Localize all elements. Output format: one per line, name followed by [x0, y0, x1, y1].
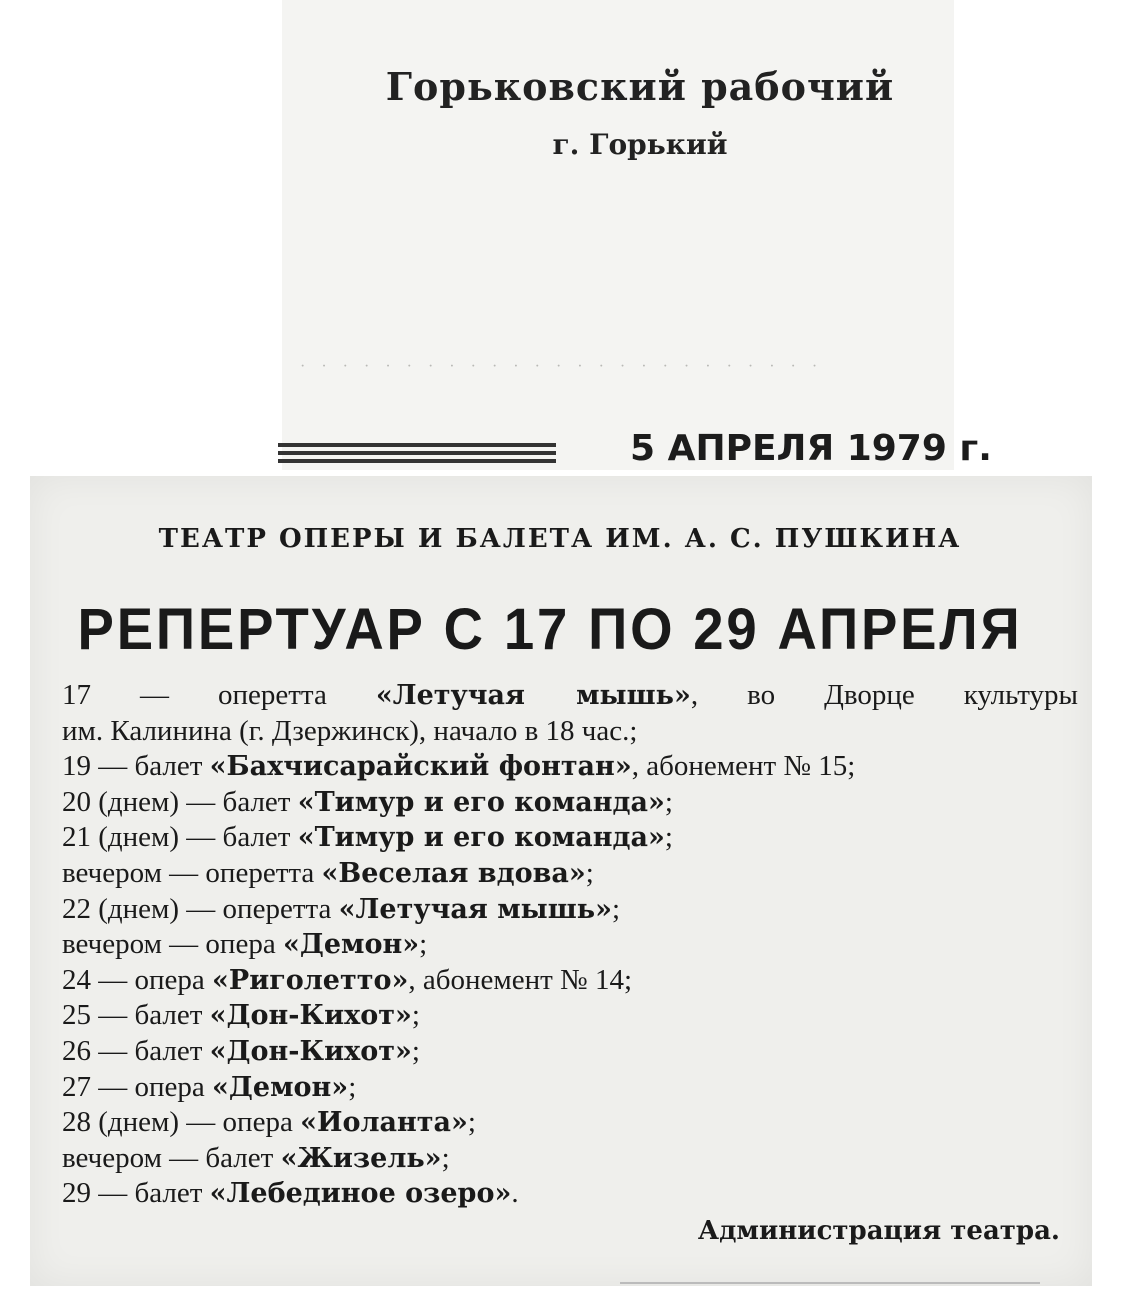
schedule-date-genre: 29 — балет: [62, 1177, 210, 1210]
schedule-line: [62, 1070, 1082, 1106]
schedule-date-genre: 22 (днем) — оперетта: [62, 892, 339, 925]
schedule-line: [62, 820, 1082, 856]
signature: Администрация театра.: [697, 1216, 1060, 1246]
performance-title: «Летучая мышь»: [375, 680, 691, 711]
bleed-through-texture: · · · · · · · · · · · · · · · · · · · · · · · · ·: [300, 358, 824, 375]
schedule-line: [62, 998, 1082, 1034]
newspaper-city: г. Горький: [552, 128, 728, 161]
schedule-line: [62, 1105, 1082, 1141]
performance-title: «Тимур и его команда»: [297, 822, 665, 854]
performance-title: «Иоланта»: [300, 1107, 468, 1139]
schedule-date-genre: 28 (днем) — опера: [62, 1106, 301, 1139]
performance-title: «Риголетто»: [212, 964, 409, 996]
repertoire-schedule: [62, 678, 1082, 1212]
clipping-edge: [620, 1282, 1040, 1284]
decorative-rule: [278, 443, 556, 469]
schedule-date-genre: 25 — балет: [62, 999, 210, 1032]
performance-title: «Лебединое озеро»: [209, 1178, 512, 1210]
schedule-note: ;: [411, 1034, 420, 1067]
performance-title: «Дон-Кихот»: [209, 1035, 412, 1067]
repertoire-headline: РЕПЕРТУАР С 17 ПО 29 АПРЕЛЯ: [77, 597, 1023, 662]
schedule-date-genre: 24 — опера: [62, 963, 213, 996]
schedule-note: ;: [411, 999, 420, 1032]
performance-title: «Бахчисарайский фонтан»: [209, 751, 632, 783]
schedule-line: [62, 785, 1082, 821]
schedule-date-genre: им. Калинина (г. Дзержинск), начало в 18 час.;: [62, 714, 638, 747]
schedule-note: ;: [611, 892, 621, 925]
schedule-note: ;: [348, 1070, 357, 1103]
schedule-note: ;: [419, 928, 428, 961]
schedule-line: [62, 714, 1082, 750]
schedule-note: , абонемент № 15;: [631, 750, 856, 783]
performance-title: «Демон»: [282, 929, 420, 961]
performance-title: «Веселая вдова»: [321, 857, 586, 889]
schedule-line: [62, 1141, 1082, 1177]
performance-title: «Летучая мышь»: [338, 893, 612, 925]
schedule-date-genre: 20 (днем) — балет: [62, 785, 298, 818]
schedule-date-genre: вечером — оперетта: [62, 856, 322, 889]
schedule-date-genre: 21 (днем) — балет: [62, 821, 298, 854]
schedule-note: ;: [441, 1141, 450, 1174]
schedule-note: ;: [664, 821, 673, 854]
schedule-line: [62, 856, 1082, 892]
theatre-name: ТЕАТР ОПЕРЫ И БАЛЕТА ИМ. А. С. ПУШКИНА: [158, 524, 962, 554]
performance-title: «Тимур и его команда»: [297, 786, 665, 818]
schedule-line: [62, 892, 1082, 928]
issue-date: 5 АПРЕЛЯ 1979 г.: [630, 428, 992, 469]
schedule-date-genre: вечером — опера: [62, 928, 283, 961]
schedule-line: [62, 963, 1082, 999]
performance-title: «Дон-Кихот»: [209, 1000, 412, 1032]
schedule-note: , во Дворце культуры: [690, 679, 1078, 711]
schedule-line: [62, 678, 1078, 714]
performance-title: «Жизель»: [280, 1142, 442, 1174]
schedule-line: [62, 749, 1082, 785]
schedule-note: ;: [467, 1106, 476, 1139]
schedule-line: [62, 1034, 1082, 1070]
performance-title: «Демон»: [212, 1071, 349, 1103]
schedule-line: [62, 1176, 1082, 1212]
schedule-date-genre: 26 — балет: [62, 1034, 210, 1067]
schedule-date-genre: вечером — балет: [62, 1141, 281, 1174]
newspaper-title: Горьковский рабочий: [385, 64, 895, 109]
schedule-date-genre: 19 — балет: [62, 750, 210, 783]
schedule-note: ;: [664, 785, 673, 818]
schedule-note: , абонемент № 14;: [408, 963, 633, 996]
schedule-date-genre: 17 — оперетта: [62, 679, 376, 711]
schedule-note: ;: [585, 856, 594, 889]
schedule-note: .: [511, 1177, 519, 1210]
schedule-line: [62, 927, 1082, 963]
schedule-date-genre: 27 — опера: [62, 1070, 213, 1103]
